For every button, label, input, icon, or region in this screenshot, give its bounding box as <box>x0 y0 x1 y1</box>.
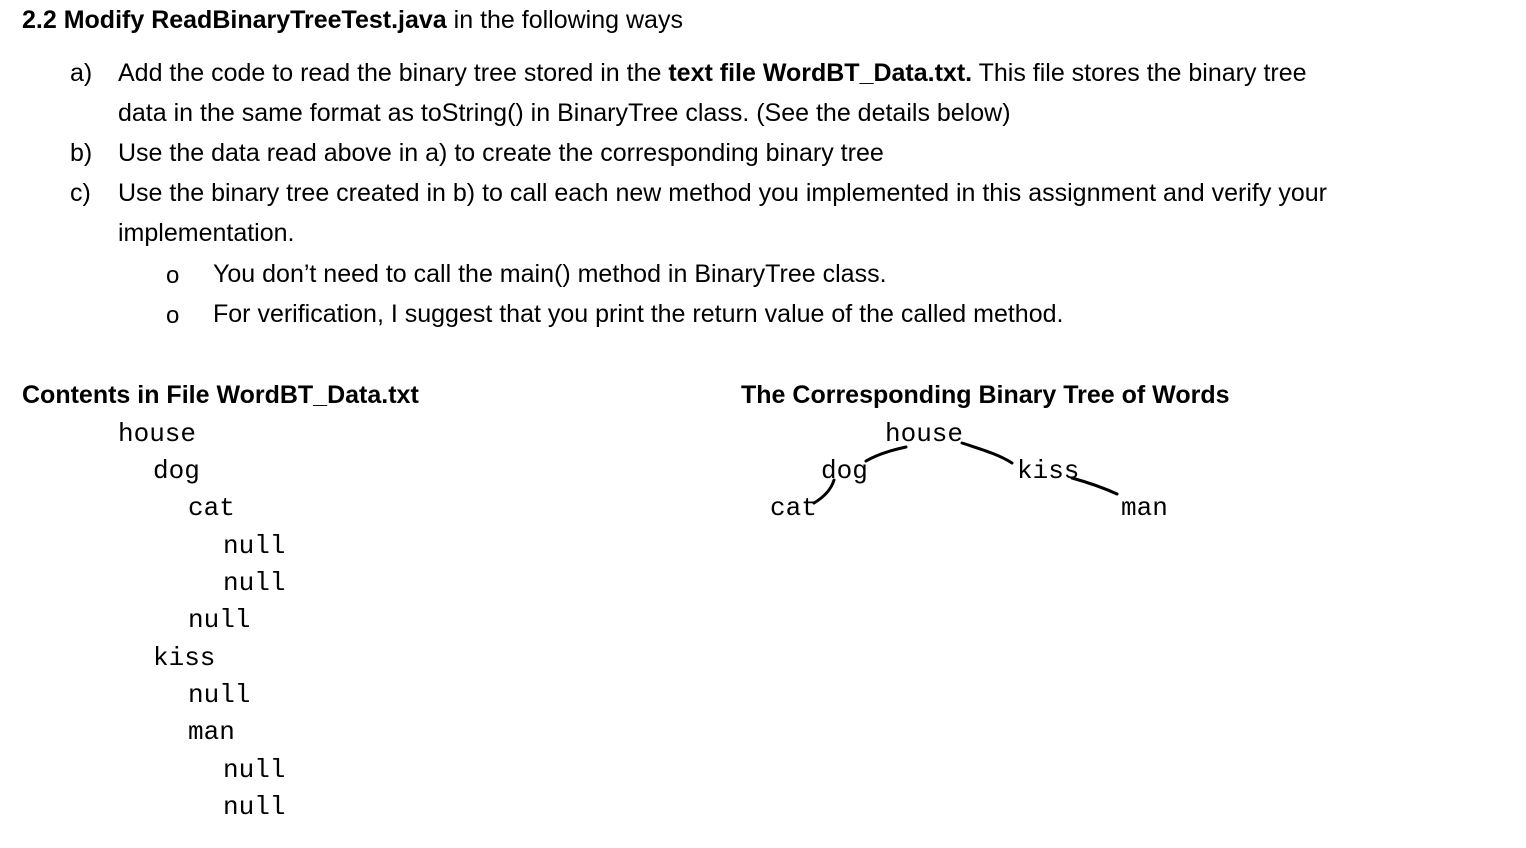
heading-number: 2.2 <box>22 6 64 34</box>
binary-tree-title: The Corresponding Binary Tree of Words <box>741 381 1230 409</box>
note-1-bullet: o <box>166 262 180 289</box>
file-line: null <box>223 531 286 561</box>
note-2-bullet: o <box>166 302 180 329</box>
step-a-text-pre: Add the code to read the binary tree stored in the <box>118 59 669 87</box>
step-a-text-bold: text file WordBT_Data.txt. <box>668 59 973 87</box>
tree-node-house: house <box>885 419 964 449</box>
step-b-line-1: Use the data read above in a) to create the corresponding binary tree <box>118 139 884 167</box>
edge-house-kiss <box>962 443 1012 463</box>
note-2-text: For verification, I suggest that you print the return value of the called method. <box>213 300 1064 328</box>
file-line: null <box>223 568 286 598</box>
tree-node-man: man <box>1121 493 1168 523</box>
file-line: null <box>223 755 286 785</box>
file-line: dog <box>153 456 200 486</box>
tree-node-cat: cat <box>770 493 817 523</box>
file-line: null <box>223 792 286 822</box>
file-line: null <box>188 680 251 710</box>
file-contents-title: Contents in File WordBT_Data.txt <box>22 381 419 409</box>
step-b-marker: b) <box>70 139 93 167</box>
file-line: house <box>118 419 197 449</box>
tree-node-kiss: kiss <box>1017 456 1080 486</box>
file-line: null <box>188 605 251 635</box>
step-a-marker: a) <box>70 59 93 87</box>
edge-house-dog <box>866 447 906 461</box>
step-c-line-2: implementation. <box>118 219 295 247</box>
step-a-line-2: data in the same format as toString() in BinaryTree class. (See the details below) <box>118 99 1011 127</box>
heading-title-bold: Modify ReadBinaryTreeTest.java <box>63 6 447 34</box>
note-1-text: You don’t need to call the main() method in BinaryTree class. <box>213 260 887 288</box>
step-c-line-1: Use the binary tree created in b) to call each new method you implemented in this assignment and verify your <box>118 179 1327 207</box>
tree-node-dog: dog <box>821 456 868 486</box>
step-c-marker: c) <box>70 179 91 207</box>
heading-title-rest: in the following ways <box>446 6 683 34</box>
file-line: man <box>188 717 235 747</box>
step-a-text-post: This file stores the binary tree <box>972 59 1307 87</box>
file-line: kiss <box>153 643 216 673</box>
file-line: cat <box>188 493 235 523</box>
